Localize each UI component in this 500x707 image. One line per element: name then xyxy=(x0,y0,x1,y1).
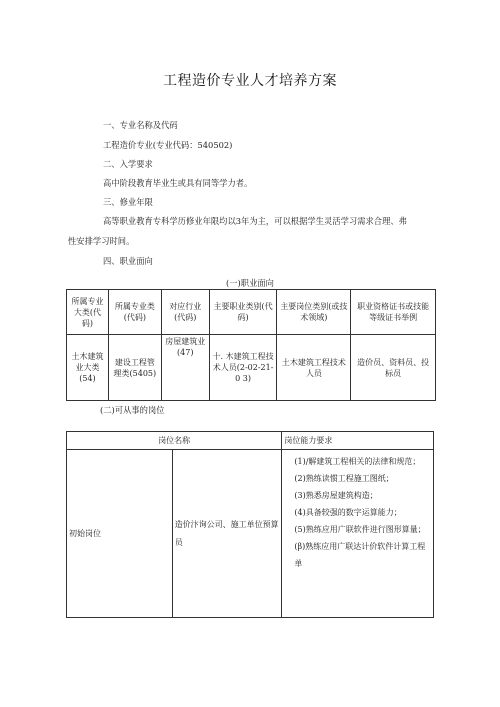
cell-initial-position: 初始岗位 xyxy=(67,450,173,618)
table1-caption: (一)职业面向 xyxy=(226,278,274,288)
header-industry: 对应行业(代码) xyxy=(161,290,209,335)
cell-position-detail: 造价汴询公司、施工单位预算员 xyxy=(172,450,282,618)
header-major-category: 所属专业大类(代码) xyxy=(67,290,109,335)
section-heading-career: 四、职业面向 xyxy=(103,256,153,266)
section-heading-admission: 二、入学要求 xyxy=(103,159,153,169)
header-post-category: 主要岗位类别(或技术领域) xyxy=(277,290,351,335)
duration-text-line1: 高等职业教育专科学历修业年限均以3年为主，可以根据学生灵活学习需求合理、弗 xyxy=(103,216,407,226)
ability-item: (4)具备较强的数字运算能力； xyxy=(294,508,402,517)
ability-item: (1)/解建筑工程相关的法律和规范； xyxy=(294,457,421,466)
cell-industry: 房屋建筑业(47) xyxy=(161,335,209,401)
career-table xyxy=(66,289,436,401)
header-ability-requirements: 岗位能力要求 xyxy=(282,432,434,450)
page-title: 工程造价专业人才培养方案 xyxy=(163,73,337,89)
header-position-name: 岗位名称 xyxy=(67,432,282,450)
ability-item: (3)熟悉房屋建筑构造； xyxy=(294,491,378,500)
cell-ability-list xyxy=(282,450,434,618)
cell-post-category: 土木建筑工程技术人员 xyxy=(277,335,351,401)
positions-table xyxy=(66,431,434,618)
section-heading-major: 一、专业名称及代码 xyxy=(103,120,178,130)
header-occupation: 主要职业类别(代码) xyxy=(209,290,277,335)
cell-major-category: 土木建筑业大类(54) xyxy=(67,335,109,401)
cell-certificates: 造价员、资料员、投标员 xyxy=(351,335,436,401)
duration-text-line2: 性安排学习时间。 xyxy=(68,236,135,246)
table2-caption: (二)可从事的岗位 xyxy=(100,405,165,415)
ability-item: (β)熟练应用广联达计价软件计算工程单 xyxy=(294,542,426,568)
admission-text: 高中阶段教育毕业生或具有同等学力者。 xyxy=(103,178,253,188)
cell-major-class: 建设工程管理类(5405) xyxy=(108,335,161,401)
major-code-text: 工程造价专业(专业代码：540502) xyxy=(103,140,233,150)
header-certificates: 职业资格证书或技能等级证书举例 xyxy=(351,290,436,335)
cell-occupation: 十. 木建筑工程技术人员(2-02-21-0 3) xyxy=(209,335,277,401)
ability-item: (2)熟练读惯工程施工图纸； xyxy=(294,474,394,483)
ability-item: (5)熟练应用广联软件进行图形算量； xyxy=(294,525,426,534)
section-heading-duration: 三、修业年限 xyxy=(103,197,153,207)
header-major-class: 所属专业类(代码) xyxy=(108,290,161,335)
